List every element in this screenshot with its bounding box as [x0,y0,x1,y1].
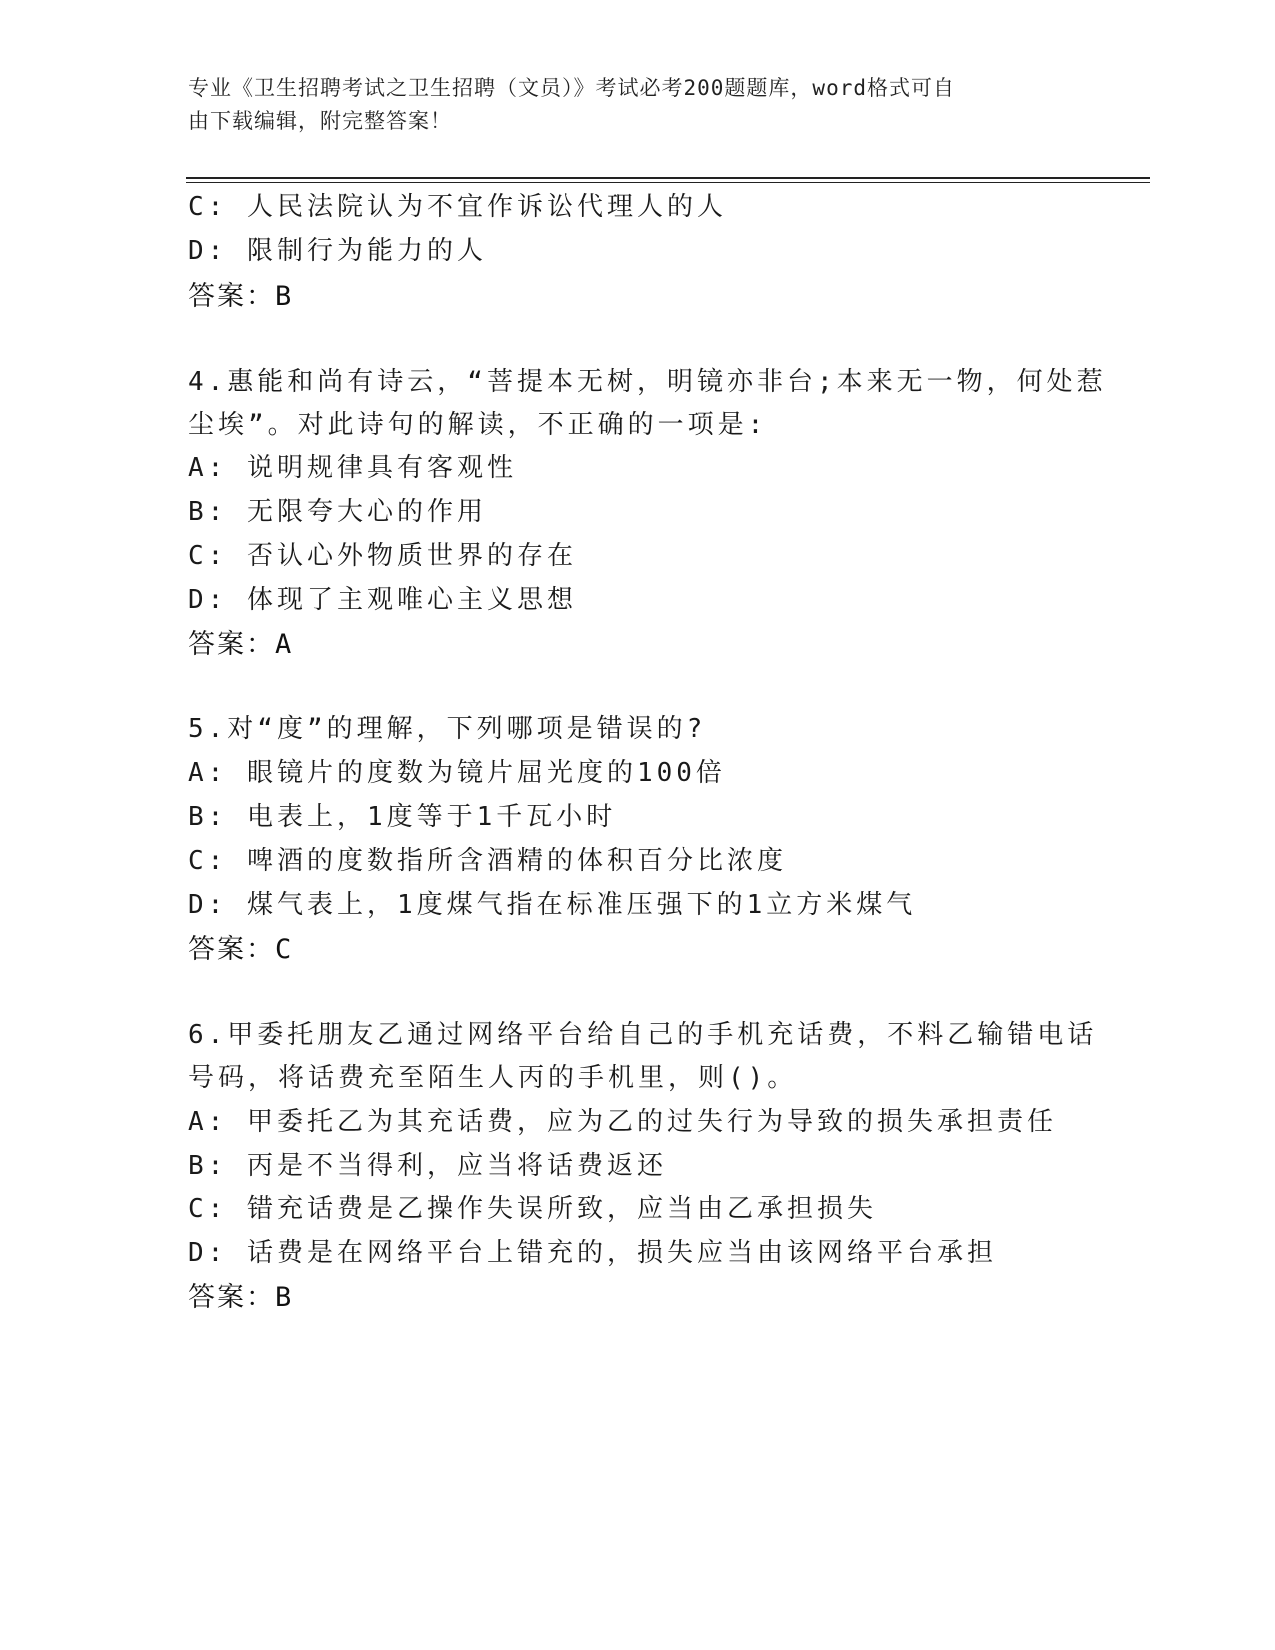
q4-answer: 答案：A [188,629,294,660]
header-line-1: 专业《卫生招聘考试之卫生招聘（文员）》考试必考200题题库，word格式可自 [188,76,955,100]
q5-option-b: B: 电表上，1度等于1千瓦小时 [188,802,617,832]
q4-option-d: D: 体现了主观唯心主义思想 [188,585,577,615]
document-header [188,72,1068,138]
q6-option-b: B: 丙是不当得利，应当将话费返还 [188,1151,667,1181]
q4-option-c: C: 否认心外物质世界的存在 [188,541,577,571]
q6-stem-line-1: 6.甲委托朋友乙通过网络平台给自己的手机充话费，不料乙输错电话 [188,1020,1098,1050]
q4-option-a: A: 说明规律具有客观性 [188,453,517,483]
q6-answer: 答案：B [188,1282,294,1313]
q5-option-c: C: 啤酒的度数指所含酒精的体积百分比浓度 [188,846,787,876]
q4-stem-line-2: 尘埃”。对此诗句的解读，不正确的一项是: [188,410,768,440]
q6-option-d: D: 话费是在网络平台上错充的，损失应当由该网络平台承担 [188,1238,997,1268]
q6-option-a: A: 甲委托乙为其充话费，应为乙的过失行为导致的损失承担责任 [188,1107,1057,1137]
q5-option-a: A: 眼镜片的度数为镜片屈光度的100倍 [188,758,726,788]
q3-option-d: D: 限制行为能力的人 [188,236,487,266]
header-divider-thin [186,182,1150,183]
q5-stem-line-1: 5.对“度”的理解，下列哪项是错误的? [188,714,707,744]
q3-option-c: C: 人民法院认为不宜作诉讼代理人的人 [188,192,727,222]
q5-answer: 答案：C [188,934,294,965]
header-line-2: 由下载编辑，附完整答案！ [188,109,452,133]
q5-option-d: D: 煤气表上，1度煤气指在标准压强下的1立方米煤气 [188,890,917,920]
q4-stem-line-1: 4.惠能和尚有诗云，“菩提本无树，明镜亦非台;本来无一物，何处惹 [188,367,1107,397]
header-divider-thick [186,177,1150,179]
q4-option-b: B: 无限夸大心的作用 [188,497,487,527]
q6-option-c: C: 错充话费是乙操作失误所致，应当由乙承担损失 [188,1194,877,1224]
q6-stem-line-2: 号码，将话费充至陌生人丙的手机里，则()。 [188,1063,798,1093]
q3-answer: 答案：B [188,281,294,312]
